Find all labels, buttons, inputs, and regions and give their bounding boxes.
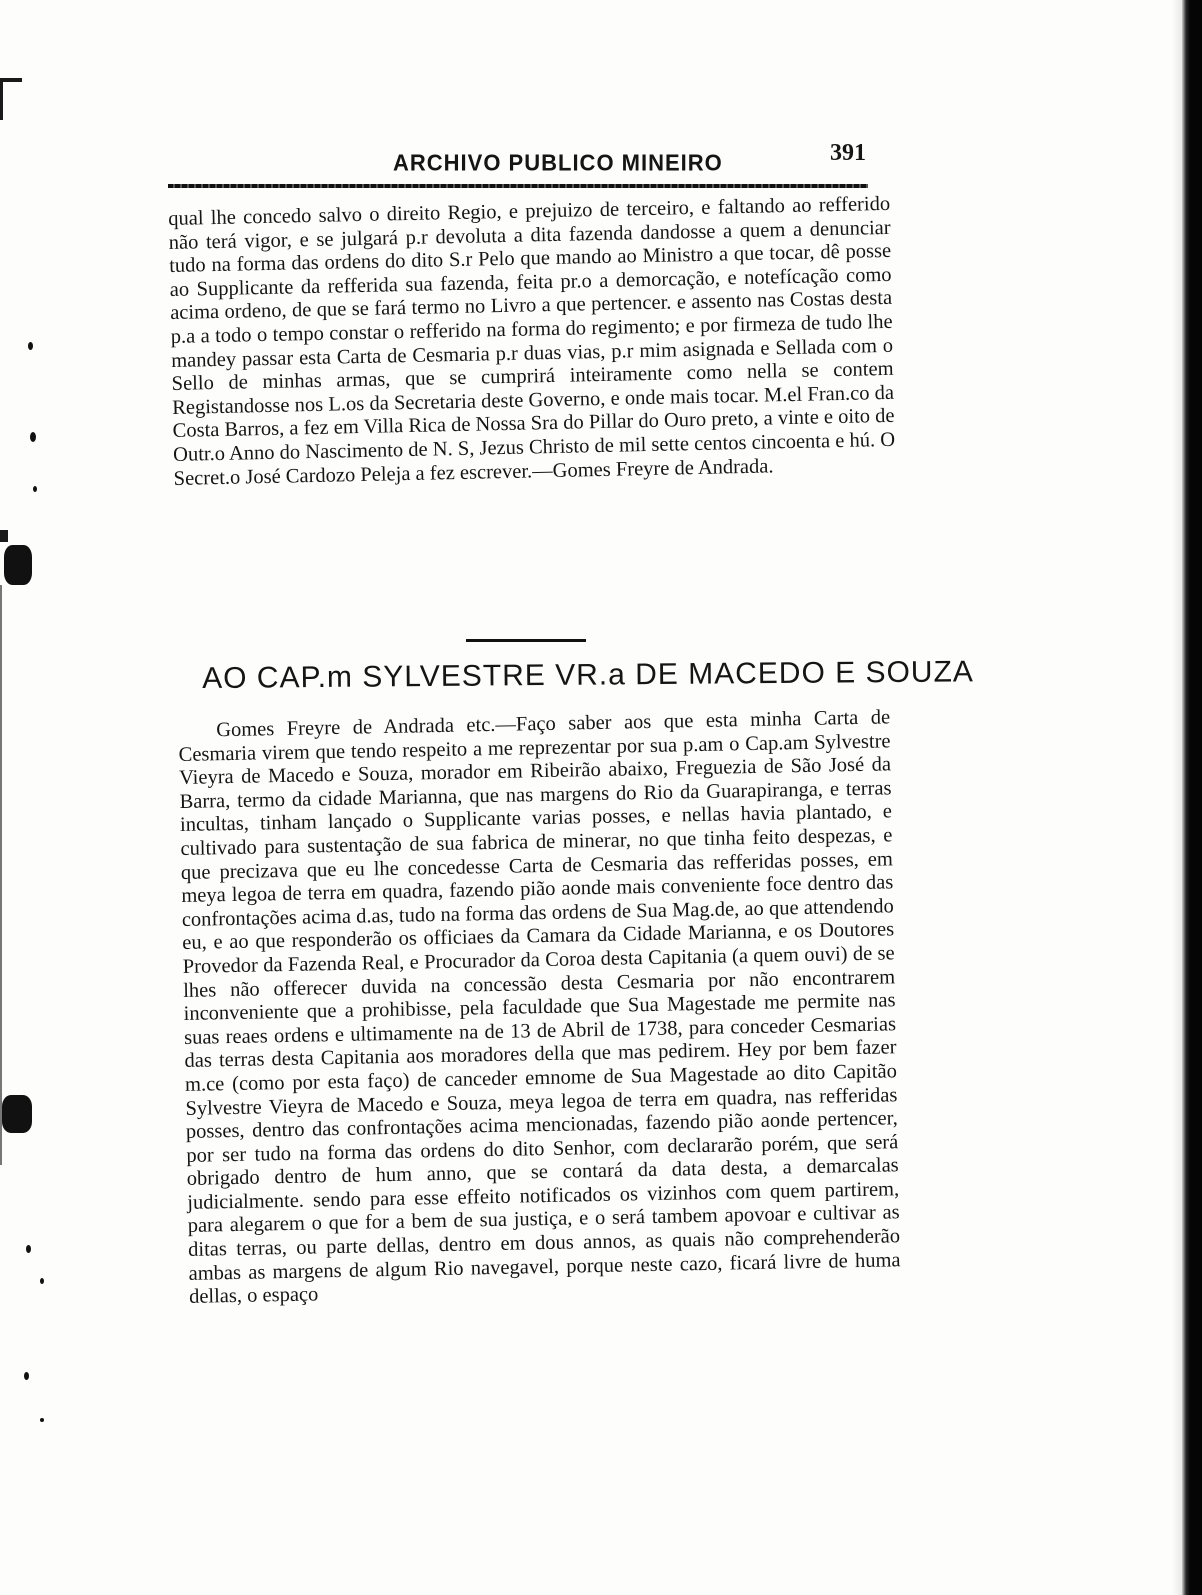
margin-mark xyxy=(0,80,3,120)
margin-speck xyxy=(28,342,33,350)
margin-speck xyxy=(26,1245,31,1253)
header-rule xyxy=(168,184,868,188)
margin-speck xyxy=(40,1278,44,1284)
margin-mark xyxy=(0,530,8,542)
section-divider xyxy=(466,639,586,642)
margin-speck xyxy=(24,1372,29,1380)
page-header xyxy=(168,140,868,190)
binding-edge xyxy=(1182,0,1202,1595)
margin-blot xyxy=(4,545,32,585)
margin-speck xyxy=(30,432,36,442)
page-number: 391 xyxy=(830,140,866,166)
margin-mark xyxy=(0,78,22,82)
continuation-text xyxy=(168,193,896,491)
margin-blot xyxy=(2,1095,32,1133)
margin-line xyxy=(0,585,2,1165)
running-title: ARCHIVO PUBLICO MINEIRO xyxy=(393,149,723,176)
margin-speck xyxy=(33,486,37,492)
continuation-paragraph: qual lhe concedo salvo o direito Regio, e prejuizo de terceiro, e faltando ao refferido não terá vigor, e se julgará p.r devoluta a dita fazenda dandosse a quem a denunciar tudo na forma das ordens do dito S.r Pelo que mando ao Ministro a que tocar, dê posse ao Supplicante da refferida sua fazenda, feita pr.o a demorcação, e notefícação como acima ordeno, de que se fará termo no Livro a que pertencer. e assento nas Costas desta p.a a todo o tempo constar o refferido na forma do regimento; e por firmeza de tudo lhe mandey passar esta Carta de Cesmaria p.r duas vias, p.r mim asignada e Sellada com o Sello de minhas armas, que se cumprirá inteiramente como nella se contem Registandosse nos L.os da Secretaria deste Governo, e onde mais tocar. M.el Fran.co da Costa Barros, a fez em Villa Rica de Nossa Sra do Pillar do Ouro preto, a vinte e oito de Outr.o Anno do Nascimento de N. S, Jezus Christo de mil sette centos cincoenta e hú. O Secret.o José Cardozo Peleja a fez escrever.—Gomes Freyre de Andrada. xyxy=(168,192,896,490)
section-heading: AO CAP.m SYLVESTRE VR.a DE MACEDO E SOUZA xyxy=(202,655,975,695)
binding-shadow xyxy=(1172,0,1182,1595)
margin-speck xyxy=(40,1418,44,1422)
section-text xyxy=(178,706,901,1309)
section-paragraph: Gomes Freyre de Andrada etc.—Faço saber aos que esta minha Carta de Cesmaria virem que tendo respeito a me reprezentar por sua p.am o Cap.am Sylvestre Vieyra de Macedo e Souza, morador em Ribeirão abaixo, Freguezia de São José da Barra, termo da cidade Marianna, que nas margens do Rio da Guarapiranga, e terras incultas, tinham lançado o Supplicante varias posses, e nellas havia plantado, e cultivado para sustentação de sua fabrica de minerar, no que tinha feito despezas, e que precizava que eu lhe concedesse Carta de Cesmaria das refferidas posses, em meya legoa de terra em quadra, fazendo pião aonde mais conveniente foce dentro das confrontações acima d.as, tudo na forma das ordens de Sua Mag.de, ao que attendendo eu, e ao que responderão os officiaes da Camara da Cidade Marianna, e os Doutores Provedor da Fazenda Real, e Procurador da Coroa desta Capitania (a quem ouvi) de se lhes não offerecer duvida na concessão desta Cesmaria por não encontrarem inconveniente que a prohibisse, pela faculdade que Sua Magestade me permite nas suas reaes ordens e ultimamente na de 13 de Abril de 1738, para conceder Cesmarias das terras desta Capitania aos moradores della que mas pedirem. Hey por bem fazer m.ce (como por esta faço) de canceder emnome de Sua Magestade ao dito Capitão Sylvestre Vieyra de Macedo e Souza, meya legoa de terra em quadra, nas refferidas posses, dentro das confrontações acima mencionadas, fazendo pião aonde pertencer, por ser tudo na forma das ordens do dito Senhor, com declararão porém, que será obrigado dentro de hum anno, que se contará da data desta, a demarcalas judicialmente. sendo para esse effeito notificados os vizinhos com quem partirem, para alegarem o que for a bem de sua justiça, e o será tambem apovoar e cultivar as ditas terras, ou parte dellas, dentro em dous annos, as quais não comprehenderão ambas as margens de algum Rio navegavel, porque neste cazo, ficará livre de huma dellas, o espaço xyxy=(178,706,901,1309)
left-margin-artifacts xyxy=(0,0,40,1595)
